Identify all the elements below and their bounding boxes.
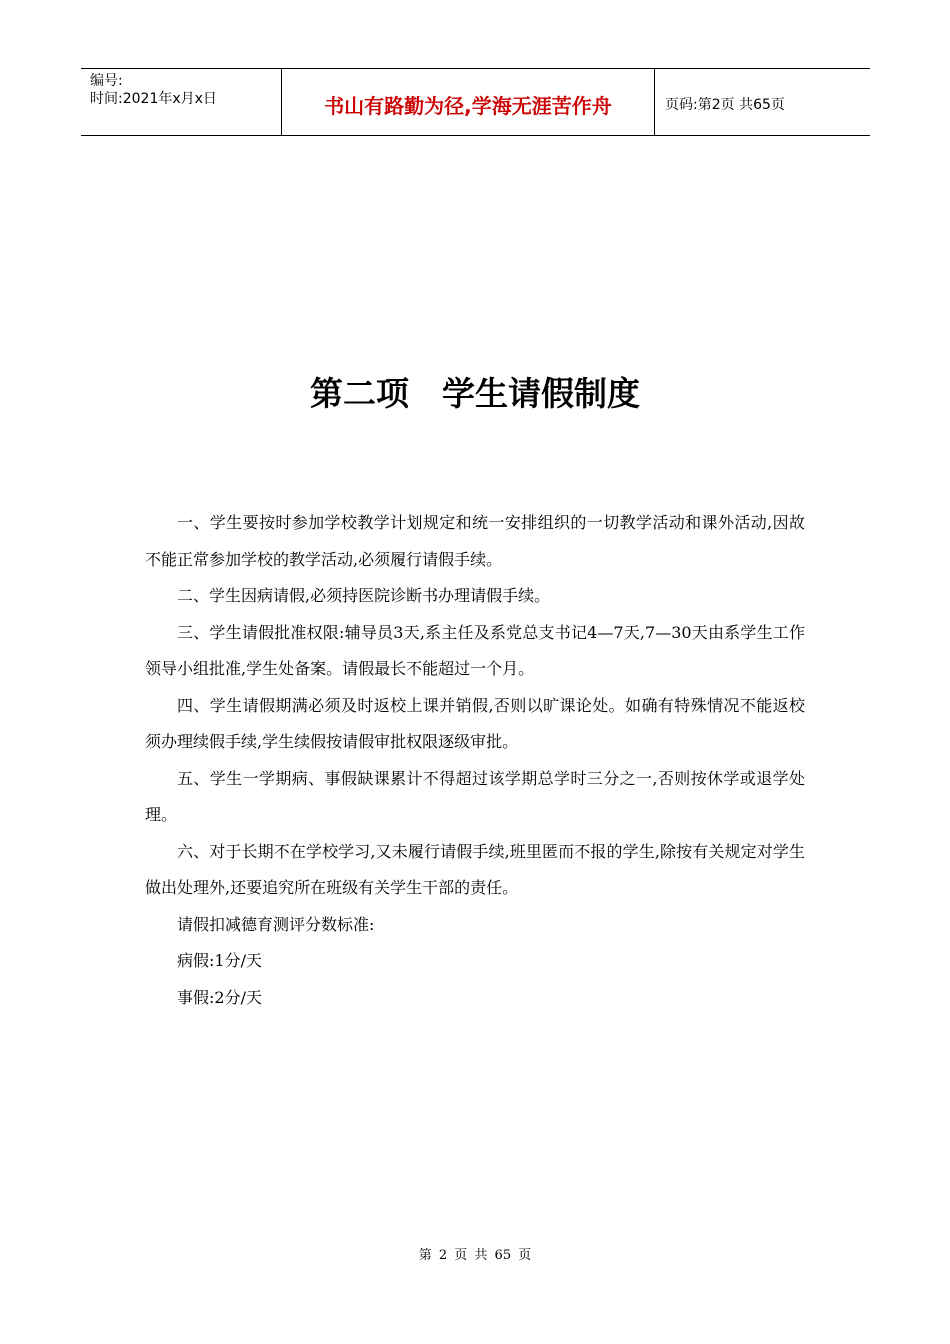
header-page-info: 页码:第2页 共65页 — [665, 97, 785, 113]
paragraph-6: 六、对于长期不在学校学习,又未履行请假手续,班里匿而不报的学生,除按有关规定对学生做出处理外,还要追究所在班级有关学生干部的责任。 — [145, 841, 805, 897]
document-number-label: 编号: — [90, 73, 123, 89]
paragraph-8: 病假:1分/天 — [177, 951, 262, 970]
paragraph-9: 事假:2分/天 — [177, 987, 262, 1007]
page-footer: 第 2 页 共 65 页 — [418, 1248, 532, 1263]
header-meta — [81, 69, 282, 135]
paragraph-2: 二、学生因病请假,必须持医院诊断书办理请假手续。 — [177, 586, 551, 605]
paragraph-7: 请假扣减德育测评分数标准: — [177, 914, 375, 934]
paragraph-1: 一、学生要按时参加学校教学计划规定和统一安排组织的一切教学活动和课外活动,因故不能正常参加学校的教学活动,必须履行请假手续。 — [145, 513, 805, 569]
paragraph-5: 五、学生一学期病、事假缺课累计不得超过该学期总学时三分之一,否则按休学或退学处理。 — [145, 768, 805, 824]
paragraph-4: 四、学生请假期满必须及时返校上课并销假,否则以旷课论处。如确有特殊情况不能返校须办理续假手续,学生续假按请假审批权限逐级审批。 — [145, 695, 805, 751]
document-time: 时间:2021年x月x日 — [90, 91, 217, 107]
paragraph-3: 三、学生请假批准权限:辅导员3天,系主任及系党总支书记4—7天,7—30天由系学生工作领导小组批准,学生处备案。请假最长不能超过一个月。 — [145, 622, 805, 678]
document-body — [145, 505, 805, 1016]
document-title: 第二项 学生请假制度 — [310, 374, 640, 413]
header-table — [81, 68, 870, 136]
header-motto: 书山有路勤为径,学海无涯苦作舟 — [282, 69, 655, 135]
